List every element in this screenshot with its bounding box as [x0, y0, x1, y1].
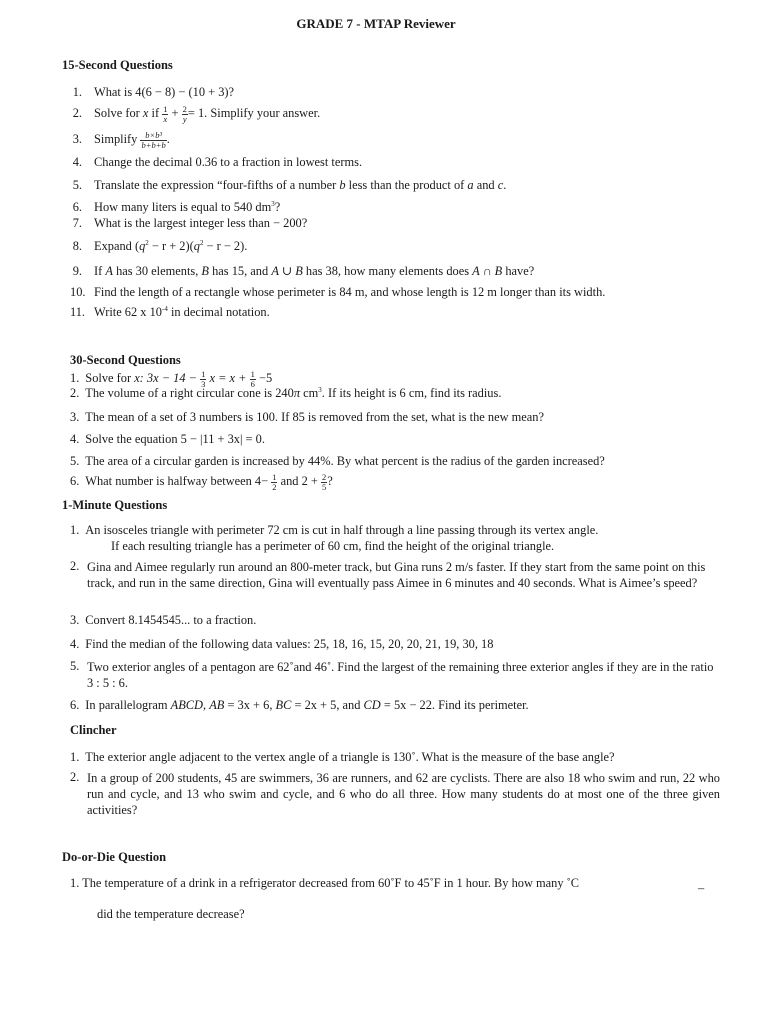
question-15s-10: 10. Find the length of a rectangle whose perimeter is 84 m, and whose length is 12 m longer than its width.	[70, 285, 606, 299]
question-30s-3: 3. The mean of a set of 3 numbers is 100. If 85 is removed from the set, what is the new mean?	[70, 410, 544, 424]
question-1m-5: 5. Two exterior angles of a pentagon are 62˚and 46˚. Find the largest of the remaining three exterior angles if they are in the ratio 3 : 5 : 6.	[70, 659, 714, 691]
fraction-1-over-2: $\frac{1}{2}$	[272, 472, 277, 492]
fraction-1-over-6: $\frac{1}{6}$	[250, 369, 255, 389]
question-30s-2: 2. The volume of a right circular cone is 240π $cm^3$. If its height is 6 cm, find its radius.	[70, 386, 502, 401]
question-15s-11: 11. Write 62 x $10^{-4}$ in decimal notation.	[70, 305, 270, 320]
answer-blank-dash: –	[698, 881, 705, 895]
section-heading-15-second: 15-Second Questions	[62, 58, 173, 72]
question-30s-5: 5. The area of a circular garden is increased by 44%. By what percent is the radius of the garden increased?	[70, 454, 605, 468]
section-heading-do-or-die: Do-or-Die Question	[62, 850, 167, 864]
question-30s-4: 4. Solve the equation 5 − |11 + 3x| = 0.	[70, 432, 265, 446]
question-1m-1: 1. An isosceles triangle with perimeter 72 cm is cut in half through a line passing through its vertex angle.	[70, 523, 599, 537]
fraction-1-over-3: $\frac{1}{3}$	[201, 369, 206, 389]
question-1m-4: 4. Find the median of the following data values: 25, 18, 16, 15, 20, 20, 21, 19, 30, 18	[70, 637, 494, 651]
question-do-or-die-1: 1. The temperature of a drink in a refrigerator decreased from 60˚F to 45˚F in 1 hour. By how many ˚C	[70, 876, 580, 890]
question-15s-6: 6. How many liters is equal to 540 $dm^3$?	[72, 200, 281, 215]
question-do-or-die-1-continued: did the temperature decrease?	[97, 907, 245, 921]
question-30s-1: 1. Solve for x: 3x − 14 − $\frac{1}{3}$ x = x + $\frac{1}{6}$ −5	[70, 369, 273, 389]
question-1m-2: 2. Gina and Aimee regularly run around an 800-meter track, but Gina runs 2 m/s faster. If they start from the same point on this track, and run in the same direction, Gina will eventually pass Aimee in 6 minutes and 40 seconds. What is Aimee’s speed?	[70, 559, 706, 591]
fraction-2-over-y: $\frac{2}{y}$	[182, 104, 187, 124]
question-1m-6: 6. In parallelogram ABCD, AB = 3x + 6, BC = 2x + 5, and CD = 5x − 22. Find its perimeter.	[70, 698, 529, 712]
question-15s-1: 1. What is 4(6 − 8) − (10 + 3)?	[72, 85, 235, 99]
question-15s-8: 8. Expand $(q^2 - r + 2)(q^2 - r - 2)$.	[72, 239, 248, 254]
fraction-simplify: $\frac{\text{b×b³}}{b+b+b}$	[141, 130, 166, 150]
question-15s-2: 2. Solve for x if $\frac{1}{x}$ + $\frac{2}{y}$ = 1. Simplify your answer.	[72, 104, 321, 124]
question-15s-9: 9. If A has 30 elements, B has 15, and A ∪ B has 38, how many elements does A ∩ B have?	[72, 264, 535, 278]
question-30s-6: 6. What number is halfway between 4− $\frac{1}{2}$ and 2 + $\frac{2}{5}$ ?	[70, 472, 333, 492]
section-heading-1-minute: 1-Minute Questions	[62, 498, 168, 512]
question-clincher-1: 1. The exterior angle adjacent to the vertex angle of a triangle is 130˚. What is the measure of the base angle?	[70, 750, 615, 764]
section-heading-30-second: 30-Second Questions	[70, 353, 181, 367]
fraction-1-over-x: $\frac{1}{x}$	[163, 104, 168, 124]
page-title: GRADE 7 - MTAP Reviewer	[296, 16, 456, 31]
question-15s-7: 7. What is the largest integer less than − 200?	[72, 216, 308, 230]
question-1m-1-continued: If each resulting triangle has a perimeter of 60 cm, find the height of the original triangle.	[111, 539, 555, 553]
question-1m-3: 3. Convert 8.1454545... to a fraction.	[70, 613, 257, 627]
question-clincher-2: 2. In a group of 200 students, 45 are swimmers, 36 are runners, and 62 are cyclists. There are also 18 who swim and run, 22 who run and cycle, and 13 who swim and cycle, and 6 who do all three. How many students do at most one of the three given activities?	[70, 770, 720, 818]
question-15s-5: 5. Translate the expression “four-fifths of a number b less than the product of a and c.	[72, 178, 507, 192]
fraction-2-over-5: $\frac{2}{5}$	[321, 472, 327, 492]
question-15s-3: 3. Simplify $\frac{\text{b×b³}}{b+b+b}$ .	[72, 130, 170, 150]
question-15s-4: 4. Change the decimal 0.36 to a fraction in lowest terms.	[72, 155, 363, 169]
section-heading-clincher: Clincher	[70, 723, 117, 737]
